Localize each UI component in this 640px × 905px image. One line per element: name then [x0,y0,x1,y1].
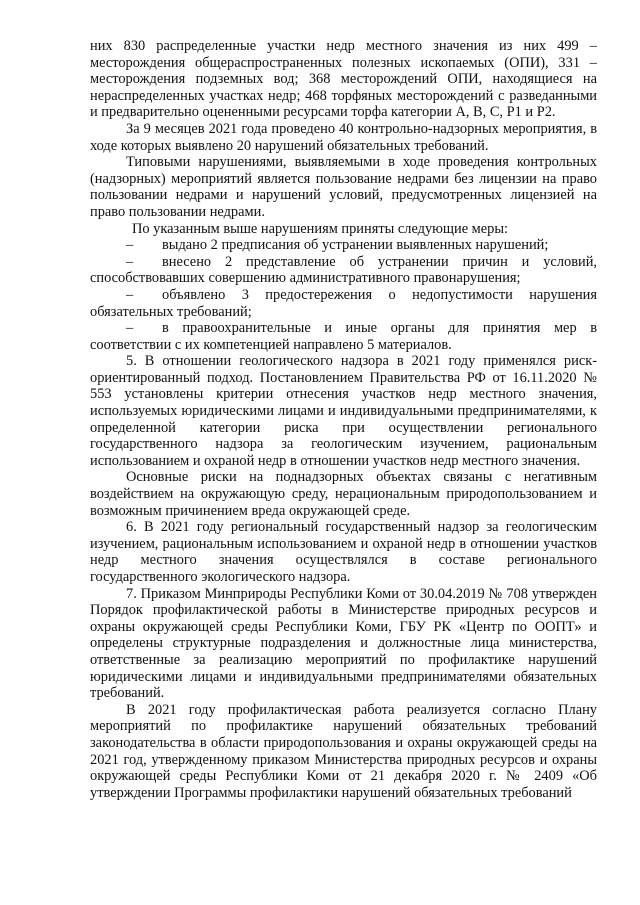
list-item [90,254,597,287]
paragraph-measures-intro: По указанным выше нарушениям приняты следующие меры: [132,220,509,237]
list-item-text: внесено 2 представление об устранении причин и условий, способствовавших совершению административного правонарушения; [90,253,597,287]
list-item-text: в правоохранительные и иные органы для принятия мер в соответствии с их компетенцией направлено 5 материалов. [90,320,597,353]
paragraph-prevention-plan: В 2021 году профилактическая работа реализуется согласно Плану мероприятий по профилактике нарушений обязательных требований законодательства в области природопользования и охраны окружающей среды на 2021 год, утвержденному приказом Министерства природных ресурсов и охраны окружающей среды Республики Коми от 21 декабря 2020 г. № 2409 «Об утверждении Программы профилактики нарушений обязательных требований [90,701,597,801]
list-dash: – [126,237,134,254]
paragraph-regional-supervision: 6. В 2021 году региональный государственный надзор за геологическим изучением, рациональным использованием и охраной недр в отношении участков недр местного значения осуществлялся в составе регионального государственного экологического надзора. [90,519,597,585]
list-item [90,237,597,254]
paragraph-main-risks: Основные риски на поднадзорных объектах связаны с негативным воздействием на окружающую среду, нерациональным природопользованием и возможным причинением вреда окружающей среде. [90,469,597,519]
paragraph-inspections-count: За 9 месяцев 2021 года проведено 40 контрольно-надзорных мероприятия, в ходе которых выявлено 20 нарушений обязательных требований. [90,120,597,154]
document-page [90,38,597,801]
list-dash: – [126,286,134,303]
list-item-text: выдано 2 предписания об устранении выявленных нарушений; [162,237,549,254]
list-item [90,287,597,320]
list-dash: – [126,253,134,270]
list-dash: – [126,320,134,337]
paragraph-risk-approach: 5. В отношении геологического надзора в 2021 году применялся риск-ориентированный подход. Постановлением Правительства РФ от 16.11.2020 № 553 установлены критерии отнесения участков недр местного значения, используемых юридическими лицами и индивидуальными предпринимателями, к определенной категории риска при осуществлении регионального государственного надзора за геологическим изучением, рациональным использованием и охраной недр в отношении участков недр местного значения. [90,353,597,469]
paragraph-opi-deposits: них 830 распределенные участки недр местного значения из них 499 – месторождения общераспространенных полезных ископаемых (ОПИ), 331 – месторождения подземных вод; 368 месторождений ОПИ, находящиеся на нераспределенных участках недр; 468 торфяных месторождений с разведанными и предварительно оцененными ресурсами торфа категории A, B, C, P1 и P2. [90,38,597,121]
paragraph-typical-violations: Типовыми нарушениями, выявляемыми в ходе проведения контрольных (надзорных) мероприятий является пользование недрами без лицензии на право пользовании недрами и нарушений условий, предусмотренных лицензией на право пользовании недрами. [90,154,597,220]
paragraph-prevention-order: 7. Приказом Минприроды Республики Коми от 30.04.2019 № 708 утвержден Порядок профилактической работы в Министерстве природных ресурсов и охраны окружающей среды Республики Коми, ГБУ РК «Центр по ООПТ» и определены структурные подразделения и должностные лица министерства, ответственные за реализацию мероприятий по профилактике нарушений юридическими лицами и индивидуальными предпринимателями обязательных требований. [90,585,597,702]
list-item [90,320,597,353]
list-item-text: объявлено 3 предостережения о недопустимости нарушения обязательных требований; [90,286,597,320]
